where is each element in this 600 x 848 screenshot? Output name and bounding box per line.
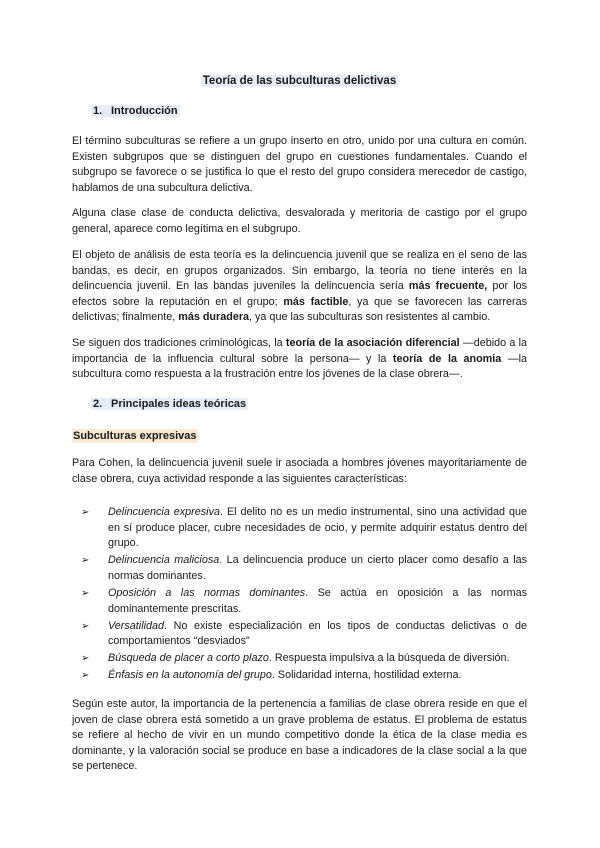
paragraph-traditions: Se siguen dos tradiciones criminológicas, la teoría de la asociación diferencial —debido a la importancia de la influencia cultural sobre la persona— y la teoría de la anomia —la subcultura como respuesta a la frustración entre los jóvenes de la clase obrera—. bbox=[72, 337, 528, 381]
paragraph-cohen: Para Cohen, la delincuencia juvenil suele ir asociada a hombres jóvenes mayoritariamente de clase obrera, cuya actividad responde a las siguientes características: bbox=[72, 457, 527, 485]
paragraph-legitimacy: Alguna clase clase de conducta delictiva, desvalorada y meritoria de castigo por el grupo general, aparece como legítima en el subgrupo. bbox=[72, 207, 527, 235]
paragraph-status: Según este autor, la importancia de la pertenencia a familias de clase obrera reside en que el joven de clase obrera está sometido a un grave problema de estatus. El problema de estatus se refiere al hecho de vivir en un mundo competitivo donde la ética de la clase media es dominante, y la valoración social se produce en base a indicadores de la clase social a la que se pertenece. bbox=[72, 698, 527, 773]
list-item: ➢ Oposición a las normas dominantes. Se actúa en oposición a las normas dominantemente prescritas. bbox=[81, 586, 527, 615]
paragraph-intro: El término subculturas se refiere a un grupo inserto en otro, unido por una cultura en común. Existen subgrupos que se distinguen del grupo en cuestiones fundamentales. Cuando el subgrupo se favorece o se justifica lo que el resto del grupo considera merecedor de castigo, hablamos de una subcultura delictiva. bbox=[72, 135, 527, 194]
list-item: ➢ Énfasis en la autonomía del grupo. Solidaridad interna, hostilidad externa. bbox=[72, 668, 527, 684]
arrow-bullet-icon: ➢ bbox=[81, 653, 90, 665]
arrow-bullet-icon: ➢ bbox=[81, 620, 90, 632]
list-item: ➢ Versatilidad. No existe especialización en los tipos de conductas delictivas o de comportamientos “desviados” bbox=[81, 619, 527, 648]
arrow-bullet-icon: ➢ bbox=[81, 587, 90, 599]
arrow-bullet-icon: ➢ bbox=[81, 555, 90, 567]
list-item: ➢ Búsqueda de placer a corto plazo. Respuesta impulsiva a la búsqueda de diversión. bbox=[72, 651, 527, 667]
paragraph-object: El objeto de análisis de esta teoría es la delincuencia juvenil que se realiza en el seno de las bandas, es decir, en grupos organizados. Sin embargo, la teoría no tiene interés en la delincuencia juvenil. En las bandas juveniles la delincuencia sería más frecuente, por los efectos sobre la reputación en el grupo; más factible, ya que se favorecen las carreras delictivas; finalmente, más duradera, ya que las subculturas son resistentes al cambio. bbox=[72, 249, 527, 324]
arrow-bullet-icon: ➢ bbox=[81, 670, 90, 682]
subheading-subculturas-expresivas: Subculturas expresivas bbox=[73, 430, 197, 442]
section-heading-ideas: 2. Principales ideas teóricas bbox=[93, 398, 247, 410]
list-item: ➢ Delincuencia maliciosa. La delincuencia produce un cierto placer como desafío a las normas dominantes. bbox=[81, 554, 527, 582]
section-heading-introduccion: 1. Introducción bbox=[93, 105, 178, 117]
characteristics-list bbox=[72, 505, 527, 686]
list-item: ➢ Delincuencia expresiva. El delito no es un medio instrumental, sino una actividad que en sí produce placer, cubre necesidades de ocio, y permite adquirir estatus dentro del grupo. bbox=[81, 506, 527, 550]
arrow-bullet-icon: ➢ bbox=[81, 507, 90, 518]
document-title: Teoría de las subculturas delictivas bbox=[202, 75, 397, 87]
